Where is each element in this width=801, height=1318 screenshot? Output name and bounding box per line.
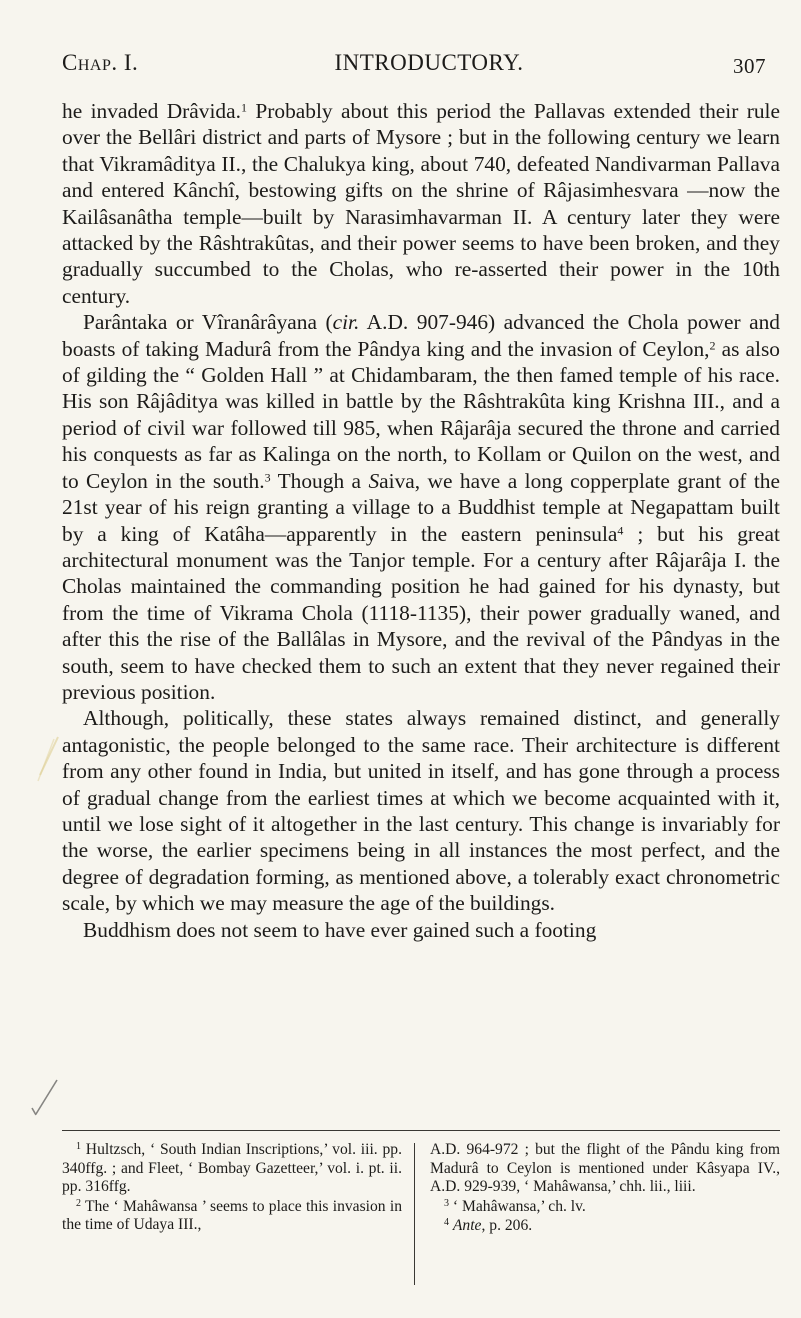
body-text <box>62 98 780 943</box>
page-number: 307 <box>733 54 766 78</box>
footnote-ref: 4 <box>444 1217 449 1229</box>
text-run: A.D. 907-946) advanced the Chola power and boasts of taking Madurâ from the Pândya king and the invasion of Ceylon, <box>62 310 781 361</box>
text-run: Hultzsch, ‘ South Indian Inscriptions,’ vol. iii. pp. 340ffg. ; and Fleet, ‘ Bombay Gazetteer,’ vol. i. pt. ii. pp. 316ffg. <box>62 1141 402 1196</box>
text-run: Though a <box>270 468 369 493</box>
footnote <box>430 1141 780 1197</box>
paragraph-2 <box>62 309 780 705</box>
text-run: The ‘ Mahâwansa ’ seems to place this invasion in the time of Udaya III., <box>62 1197 402 1234</box>
footnote <box>62 1141 402 1197</box>
footnotes-right-column <box>430 1141 780 1237</box>
footnote-ref: 2 <box>76 1197 81 1209</box>
italic-text: cir. <box>332 310 360 335</box>
text-run: vara —now the Kailâsanâtha temple—built by Narasimhavarman II. A century later they were attacked by the Râshtrakûtas, and their power seems to have been broken, and they gradually succumbed to the Cholas, who re-asserted their power in the 10th century. <box>62 178 780 308</box>
italic-text: Ante <box>452 1217 482 1235</box>
footnote-ref: 3 <box>444 1197 449 1209</box>
footnote-rule <box>62 1130 780 1131</box>
text-run: Although, politically, these states always remained distinct, and generally antagonistic, the people belonged to the same race. Their architecture is different from any other found in India, but united in itself, and has gone through a process of gradual change from the earliest times at which we become acquainted with it, until we lose sight of it altogether in the last century. This change is invariably for the worse, the earlier specimens being in all instances the most perfect, and the degree of degradation forming, as mentioned above, a tolerably exact chronometric scale, by which we may measure the age of the buildings. <box>62 706 780 916</box>
footnotes <box>62 1141 780 1301</box>
running-head <box>62 50 766 80</box>
text-run: Probably about this period the Pallavas extended their rule over the Bellâri district and parts of Mysore ; but in the following century we learn that Vikramâditya II., the Chalukya king, about 740, defeated Nandivarman Pallava and entered Kânchî, bestowing gifts on the shrine of Râjasimhe <box>62 99 780 203</box>
text-run: Parântaka or Vîranârâyana ( <box>83 310 333 335</box>
footnote-ref: 4 <box>617 522 624 537</box>
chapter-label: Chap. I. <box>62 50 139 75</box>
paragraph-1 <box>62 98 780 309</box>
section-title: INTRODUCTORY. <box>334 50 524 75</box>
paragraph-4 <box>62 917 780 943</box>
footnote <box>430 1198 780 1217</box>
footnotes-left-column <box>62 1141 402 1236</box>
pencil-check-icon <box>30 1078 60 1118</box>
footnote-ref: 2 <box>709 338 716 353</box>
text-run: A.D. 964-972 ; but the flight of the Pându king from Madurâ to Ceylon is mentioned under Kâsyapa IV., A.D. 929-939, ‘ Mahâwansa,’ chh. lii., liii. <box>430 1141 780 1196</box>
footnote-ref: 1 <box>76 1141 81 1152</box>
text-run: Buddhism does not seem to have ever gained such a footing <box>83 917 597 942</box>
italic-text: S <box>368 468 380 493</box>
italic-text: s <box>633 178 642 203</box>
text-run: , p. 206. <box>481 1217 533 1235</box>
footnote-ref: 3 <box>264 470 271 485</box>
text-run: ; but his great architectural monument was the Tanjor temple. For a century after Râjarâja I. the Cholas maintained the commanding position he had gained for his dynasty, but from the time of Vikrama Chola (1118-1135), their power gradually waned, and after this the rise of the Ballâlas in Mysore, and the revival of the Pândyas in the south, seem to have checked them to such an extent that they never regained their previous position. <box>62 521 780 704</box>
text-run: aiva, we have a long copperplate grant of the 21st year of his reign granting a village to a Buddhist temple at Negapattam built by a king of Katâha—apparently in the eastern peninsula <box>62 468 780 546</box>
text-run: as also of gilding the “ Golden Hall ” at Chidambaram, the then famed temple of his race. His son Râjâditya was killed in battle by the Râshtrakûta king Krishna III., and a period of civil war followed till 985, when Râjarâja secured the throne and carried his conquests as far as Kalinga on the north, to Kollam or Quilon on the west, and to Ceylon in the south. <box>62 336 780 493</box>
footnote <box>62 1198 402 1235</box>
footnote-column-divider <box>414 1143 415 1285</box>
paragraph-3 <box>62 705 780 916</box>
footnote-ref: 1 <box>240 100 247 115</box>
text-run: he invaded Drâvida. <box>62 99 241 123</box>
text-run: ‘ Mahâwansa,’ ch. lv. <box>449 1197 586 1215</box>
footnote <box>430 1217 780 1236</box>
pencil-mark-icon <box>36 735 62 785</box>
